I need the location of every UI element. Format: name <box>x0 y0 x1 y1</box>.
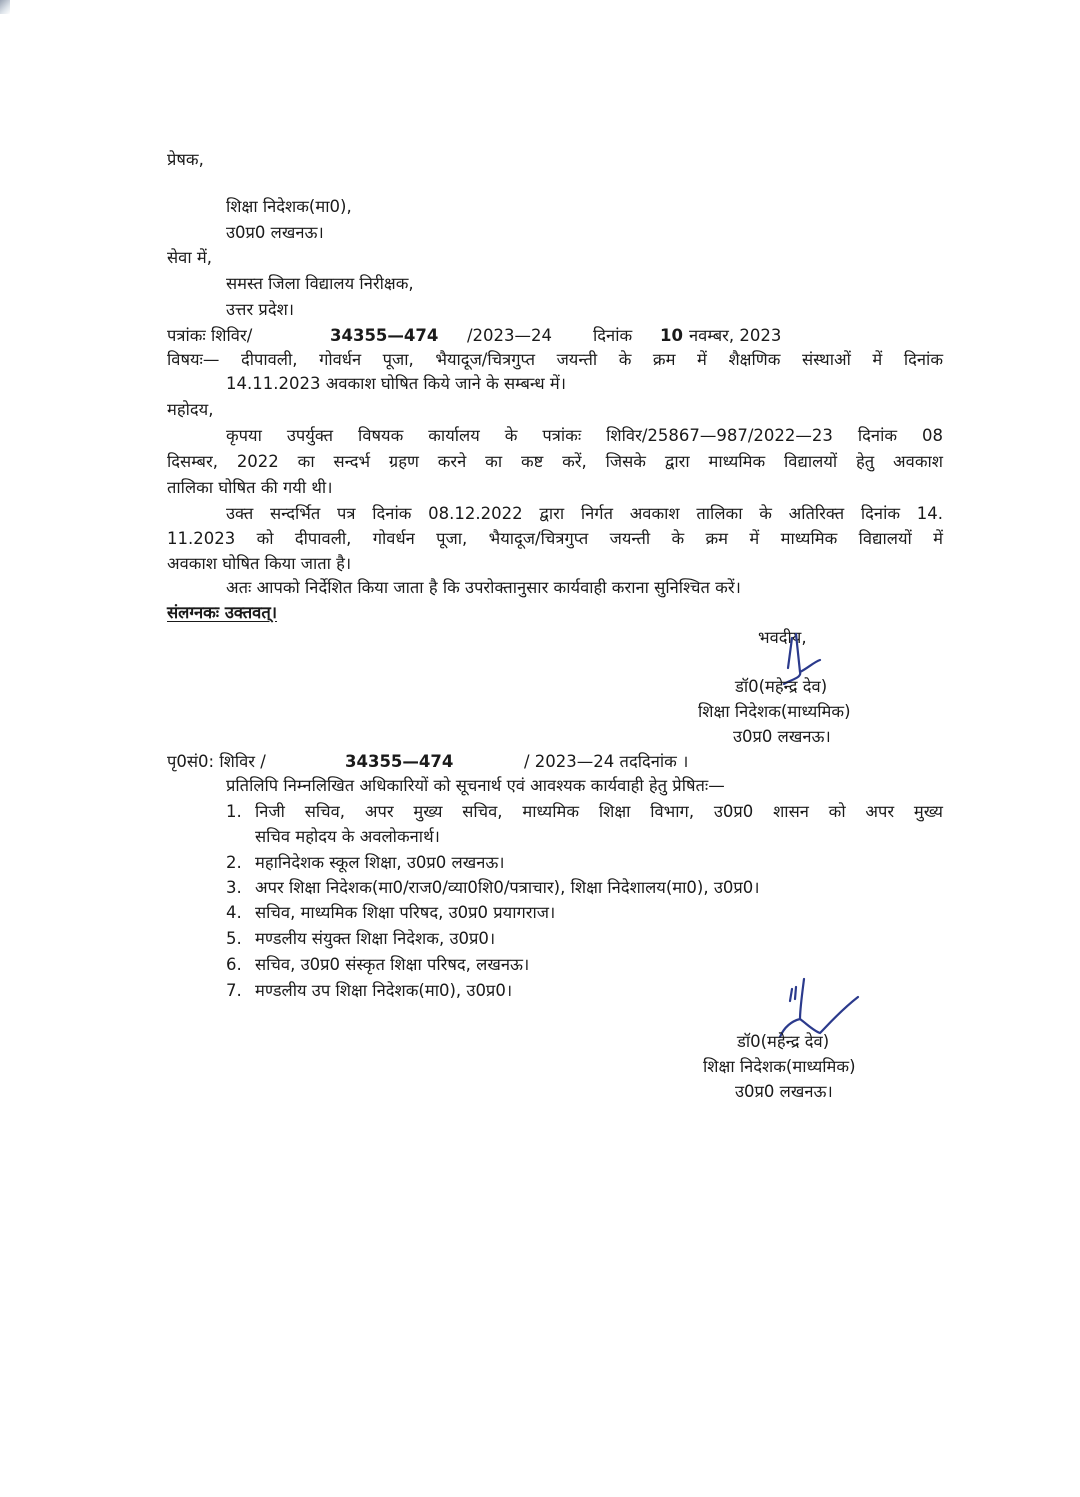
closing: भवदीय, <box>758 628 807 647</box>
sender-line-2: उ0प्र0 लखनऊ। <box>226 223 324 242</box>
signer-2-designation: शिक्षा निदेशक(माध्यमिक) <box>703 1057 856 1076</box>
copy-item-text: मण्डलीय संयुक्त शिक्षा निदेशक, उ0प्र0। <box>255 929 496 948</box>
ref-date-label: दिनांक <box>593 326 633 345</box>
copy-item-text: निजी सचिव, अपर मुख्य सचिव, माध्यमिक शिक्षा विभाग, उ0प्र0 शासन को अपर मुख्य <box>255 802 943 821</box>
ref-date-rest: नवम्बर, 2023 <box>689 326 782 345</box>
copy-item-number: 4. <box>226 903 242 922</box>
para3: अतः आपको निर्देशित किया जाता है कि उपरोक्तानुसार कार्यवाही कराना सुनिश्चित करें। <box>226 578 741 597</box>
ref-prefix: पत्रांकः शिविर/ <box>167 326 253 345</box>
signer-2-name: डॉ0(महेन्द्र देव) <box>737 1032 830 1051</box>
to-label: सेवा में, <box>167 248 212 267</box>
copy-item-text: महानिदेशक स्कूल शिक्षा, उ0प्र0 लखनऊ। <box>255 853 505 872</box>
ref-date-day: 10 <box>660 326 683 345</box>
copy-item-text: मण्डलीय उप शिक्षा निदेशक(मा0), उ0प्र0। <box>255 981 513 1000</box>
copy-item-number: 1. <box>226 802 242 821</box>
signer-1-designation: शिक्षा निदेशक(माध्यमिक) <box>698 702 851 721</box>
signer-1-place: उ0प्र0 लखनऊ। <box>733 727 831 746</box>
ref-number: 34355—474 <box>330 326 439 345</box>
signer-2-place: उ0प्र0 लखनऊ। <box>735 1082 833 1101</box>
ref-year: /2023—24 <box>467 326 553 345</box>
para2-line-2: 11.2023 को दीपावली, गोवर्धन पूजा, भैयादूज/चित्रगुप्त जयन्ती के क्रम में माध्यमिक विद्यालयों में <box>167 529 943 548</box>
para2-line-1: उक्त सन्दर्भित पत्र दिनांक 08.12.2022 द्वारा निर्गत अवकाश तालिका के अतिरिक्त दिनांक 14. <box>226 504 943 523</box>
copy-item-text: सचिव, उ0प्र0 संस्कृत शिक्षा परिषद, लखनऊ। <box>255 955 530 974</box>
copy-item-number: 6. <box>226 955 242 974</box>
scan-corner-artifact <box>0 0 10 14</box>
subject-line-2: 14.11.2023 अवकाश घोषित किये जाने के सम्बन्ध में। <box>226 374 567 393</box>
subject-line-1: विषयः— दीपावली, गोवर्धन पूजा, भैयादूज/चित्रगुप्त जयन्ती के क्रम में शैक्षणिक संस्थाओं में दिनांक <box>167 350 943 369</box>
recipient-line-1: समस्त जिला विद्यालय निरीक्षक, <box>226 274 414 293</box>
sender-line-1: शिक्षा निदेशक(मा0), <box>226 197 352 216</box>
enclosure: संलग्नकः उक्तवत्। <box>167 603 278 622</box>
copy-intro: प्रतिलिपि निम्नलिखित अधिकारियों को सूचनार्थ एवं आवश्यक कार्यवाही हेतु प्रेषितः— <box>226 776 725 795</box>
copy-ref-prefix: पृ0सं0: शिविर / <box>167 752 266 771</box>
copy-ref-number: 34355—474 <box>345 752 454 771</box>
recipient-line-2: उत्तर प्रदेश। <box>226 300 295 319</box>
para1-line-2: दिसम्बर, 2022 का सन्दर्भ ग्रहण करने का कष्ट करें, जिसके द्वारा माध्यमिक विद्यालयों हेतु अवकाश <box>167 452 943 471</box>
copy-item-text: सचिव महोदय के अवलोकनार्थ। <box>255 827 440 846</box>
para1-line-3: तालिका घोषित की गयी थी। <box>167 478 333 497</box>
copy-item-text: सचिव, माध्यमिक शिक्षा परिषद, उ0प्र0 प्रयागराज। <box>255 903 556 922</box>
copy-item-number: 2. <box>226 853 242 872</box>
salutation: महोदय, <box>167 400 214 419</box>
signer-1-name: डॉ0(महेन्द्र देव) <box>735 677 828 696</box>
para2-line-3: अवकाश घोषित किया जाता है। <box>167 554 352 573</box>
copy-item-number: 7. <box>226 981 242 1000</box>
copy-item-number: 5. <box>226 929 242 948</box>
para1-line-1: कृपया उपर्युक्त विषयक कार्यालय के पत्रांकः शिविर/25867—987/2022—23 दिनांक 08 <box>226 426 943 445</box>
sender-label: प्रेषक, <box>167 150 204 169</box>
copy-item-text: अपर शिक्षा निदेशक(मा0/राज0/व्या0शि0/पत्राचार), शिक्षा निदेशालय(मा0), उ0प्र0। <box>255 878 760 897</box>
copy-item-number: 3. <box>226 878 242 897</box>
copy-ref-suffix: / 2023—24 तददिनांक । <box>524 752 689 771</box>
